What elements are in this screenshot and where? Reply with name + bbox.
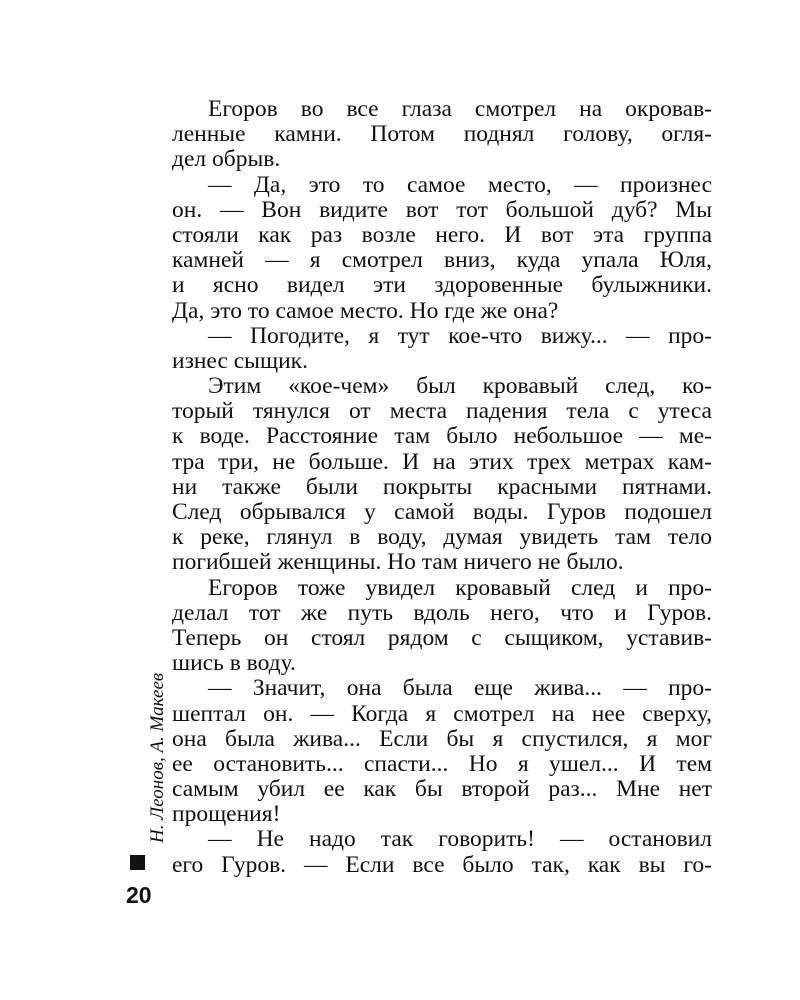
text-line: камней — я смотрел вниз, куда упала Юля, xyxy=(172,247,712,274)
text-line: к реке, глянул в воду, думая увидеть там тело xyxy=(172,524,712,551)
text-line: Да, это то самое место. Но где же она? xyxy=(172,297,559,324)
text-line: торый тянулся от места падения тела с утеса xyxy=(172,398,712,425)
text-line: он. — Вон видите вот тот большой дуб? Мы xyxy=(172,196,712,223)
text-line: к воде. Расстояние там было небольшое — ме- xyxy=(172,423,712,450)
text-line: самым убил ее как бы второй раз... Мне нет xyxy=(172,776,712,803)
text-line: дел обрыв. xyxy=(172,146,281,173)
text-line: прощения! xyxy=(172,801,281,828)
page-number: 20 xyxy=(126,882,152,908)
text-line: Егоров тоже увидел кровавый след и про- xyxy=(208,574,712,601)
margin-square-marker xyxy=(130,855,145,870)
text-line: стояли как раз возле него. И вот эта группа xyxy=(172,221,712,248)
text-line: изнес сыщик. xyxy=(172,347,308,374)
text-line: — Значит, она была еще жива... — про- xyxy=(208,675,712,702)
text-line: шись в воду. xyxy=(172,650,296,677)
text-line: тра три, не больше. И на этих трех метрах кам- xyxy=(172,448,712,475)
text-line: она была жива... Если бы я спустился, я мог xyxy=(172,725,712,752)
text-line: его Гуров. — Если все было так, как вы го- xyxy=(172,851,712,878)
text-line: и ясно видел эти здоровенные булыжники. xyxy=(172,272,712,299)
text-line: — Не надо так говорить! — остановил xyxy=(208,826,712,853)
text-line: — Да, это то самое место, — произнес xyxy=(208,171,712,198)
text-line: ни также были покрыты красными пятнами. xyxy=(172,473,712,500)
text-line: Егоров во все глаза смотрел на окровав- xyxy=(208,96,712,122)
text-line: делал тот же путь вдоль него, что и Гуров. xyxy=(172,599,712,626)
text-line: шептал он. — Когда я смотрел на нее сверху, xyxy=(172,700,712,727)
text-line: ленные камни. Потом поднял голову, огля- xyxy=(172,121,712,148)
text-line: Теперь он стоял рядом с сыщиком, уставив- xyxy=(172,624,712,651)
text-line: — Погодите, я тут кое-что вижу... — про- xyxy=(208,322,712,349)
running-author-header: Н. Леонов, А. Макеев xyxy=(147,672,168,843)
text-line: След обрывался у самой воды. Гуров подошел xyxy=(172,499,712,525)
text-line: ее остановить... спасти... Но я ушел... И тем xyxy=(172,750,712,777)
text-line: Этим «кое-чем» был кровавый след, ко- xyxy=(208,373,712,400)
body-text xyxy=(172,97,712,878)
text-line: погибшей женщины. Но там ничего не было. xyxy=(172,549,624,576)
